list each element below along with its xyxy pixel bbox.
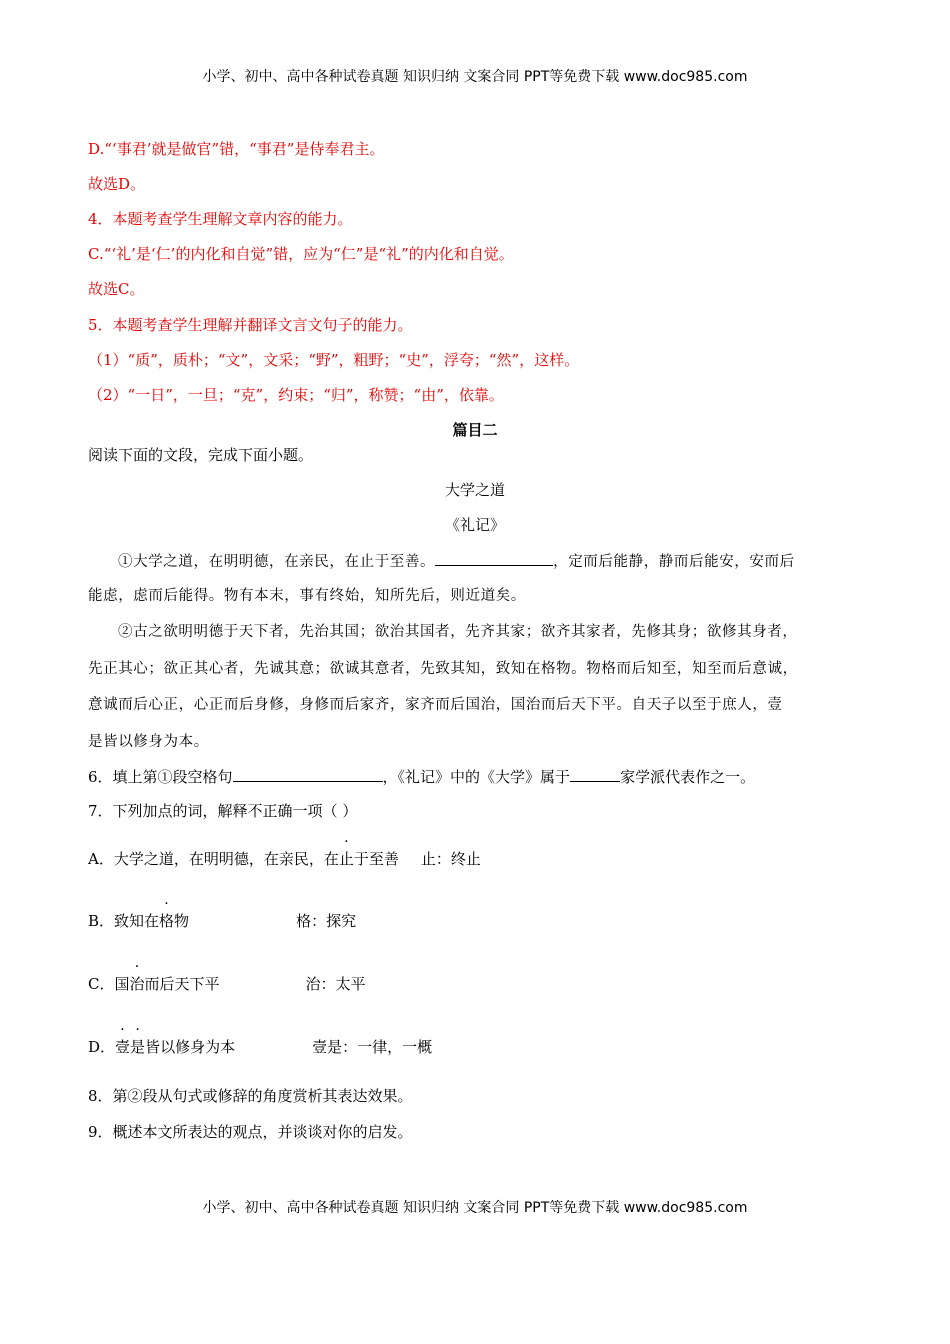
option-a [88,849,481,869]
instruction: 阅读下面的文段，完成下面小题。 [88,446,314,464]
option-b-note: 格：探究 [296,912,357,930]
option-b-dotted-word: 格 [159,912,175,930]
option-b-text: B．致知在 [88,912,160,930]
passage-para2-line4: 是皆以修身为本。 [88,734,209,750]
page-header: 小学、初中、高中各种试卷真题 知识归纳 文案合同 PPT等免费下载 www.doc985.com [202,69,748,85]
q6-text-b: ，《礼记》中的《大学》属于 [382,768,571,786]
passage-source: 《礼记》 [444,516,505,534]
option-c-text-end: 而后天下平 [144,975,220,993]
answer-line-1: D.“‘事君’就是做官”错，“事君”是侍奉君主。 [88,140,385,158]
option-c-note: 治：太平 [305,975,366,993]
question-8: 8．第②段从句式或修辞的角度赏析其表达效果。 [88,1087,413,1105]
q6-text-a: 6．填上第①段空格句 [88,768,233,786]
option-b-text-end: 物 [174,912,190,930]
option-a-note: 止：终止 [420,850,481,868]
question-6 [88,765,755,787]
page-footer: 小学、初中、高中各种试卷真题 知识归纳 文案合同 PPT等免费下载 www.doc985.com [202,1200,748,1216]
option-d-dotted-word-2: 是 [130,1038,146,1056]
q6-text-c: 家学派代表作之一。 [620,768,756,786]
answer-line-4: C.“‘礼’是‘仁’的内化和自觉”错，应为“仁”是“礼”的内化和自觉。 [88,245,514,263]
passage-para2-line2: 先正其心；欲正其心者，先诚其意；欲诚其意者，先致其知，致知在格物。物格而后知至，知至而后意诚， [88,661,798,677]
section-title: 篇目二 [452,421,498,439]
passage-para2-line3: 意诚而后心正，心正而后身修，身修而后家齐，家齐而后国治，国治而后天下平。自天子以至于庶人，壹 [88,697,783,713]
passage-para2-line1: ②古之欲明明德于天下者，先治其国；欲治其国者，先齐其家；欲齐其家者，先修其身；欲修其身者， [118,624,798,640]
option-b [88,911,356,931]
answer-line-6: 5．本题考查学生理解并翻译文言文句子的能力。 [88,316,413,334]
passage-title: 大学之道 [444,481,505,499]
q6-blank-1 [233,765,383,782]
option-d-dotted-word-1: 壹 [115,1038,131,1056]
answer-line-2: 故选D。 [88,175,146,193]
answer-line-3: 4．本题考查学生理解文章内容的能力。 [88,210,353,228]
para1-text-b: ，定而后能静，静而后能安，安而后 [553,554,795,570]
passage-para1-line2: 能虑，虑而后能得。物有本末，事有终始，知所先后，则近道矣。 [88,588,526,604]
question-7: 7．下列加点的词，解释不正确一项（ ） [88,802,358,820]
para1-text-a: ①大学之道，在明明德，在亲民，在止于至善。 [118,554,436,570]
option-c-text: C．国 [88,975,130,993]
option-a-text-end: 于至善 [353,850,399,868]
question-9: 9．概述本文所表达的观点，并谈谈对你的启发。 [88,1123,413,1141]
option-c [88,974,366,994]
q6-blank-2 [570,765,620,782]
passage-para1-line1 [118,549,795,572]
option-d-text-end: 皆以修身为本 [145,1038,236,1056]
option-d [88,1037,432,1057]
answer-line-7: （1）“质”，质朴；“文”，文采；“野”，粗野；“史”，浮夸；“然”，这样。 [88,351,580,369]
answer-line-8: （2）“一日”，一旦；“克”，约束；“归”，称赞；“由”，依靠。 [88,386,504,404]
option-d-note: 壹是：一律，一概 [312,1038,433,1056]
para1-blank [435,549,553,566]
option-a-text: A．大学之道，在明明德，在亲民，在 [88,850,339,868]
option-d-text: D． [88,1038,116,1056]
answer-line-5: 故选C。 [88,280,145,298]
option-c-dotted-word: 治 [129,975,145,993]
option-a-dotted-word: 止 [338,850,354,868]
